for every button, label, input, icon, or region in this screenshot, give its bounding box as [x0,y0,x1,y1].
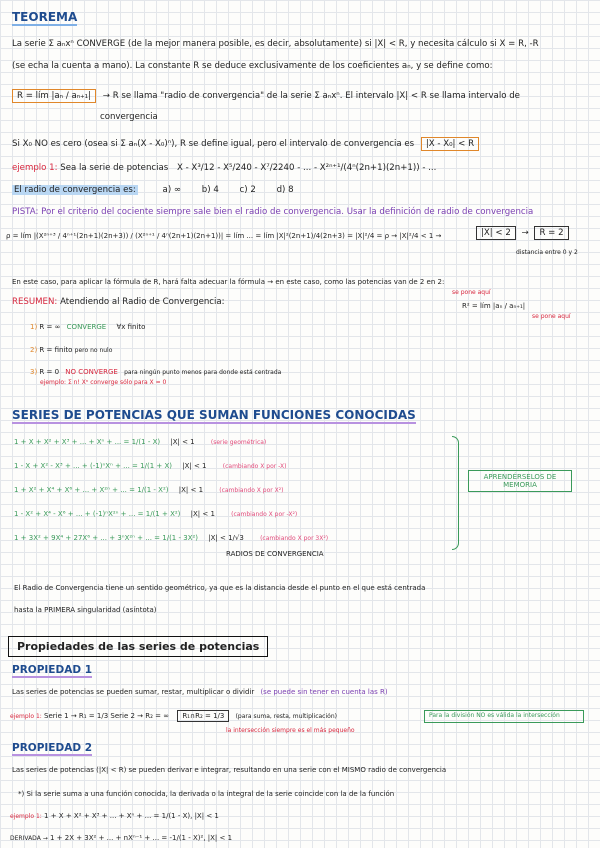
resumen-example: ejemplo: Σ n! Xⁿ converge sólo para X = 0 [40,379,167,386]
pista-text: PISTA: Por el criterio del cociente siempre sale bien el radio de convergencia. Usar la definición de radio de convergencia [12,207,534,217]
pista-results: |X| < 2 → R = 2 [476,229,569,239]
prop1-note: (se puede sin tener en cuenta las R) [260,688,388,696]
option-a: a) ∞ [162,185,182,195]
resumen-item-2 [30,346,112,355]
radius-formula: R = lím |aₙ / aₙ₊₁| [12,89,96,103]
resumen-item-cond: R = finito [39,346,73,354]
series-note: (cambiando X por -X²) [231,511,298,518]
resumen-item-extra: ∀x finito [116,323,146,331]
pista-result2: R = 2 [534,226,568,240]
series-note: (cambiando X por 3X²) [260,535,329,542]
ejemplo1-series: X - X³/12 - X⁵/240 - X⁷/2240 - ... - X²ⁿ⁺¹/(4ⁿ(2n+1)(2n+1)) - ... [176,163,437,173]
props-title: Propiedades de las series de potencias [8,636,268,657]
prop2-derivada-row [10,834,232,843]
prop1-example: Serie 1 → R₁ = 1/3 Serie 2 → R₂ = ∞ [44,712,170,720]
case-formula: R² = lím |aₙ / aₙ₊₁| [462,302,526,310]
series-expr: 1 + X + X² + X³ + ... + Xⁿ + ... = 1/(1 - X) [14,438,161,446]
prop1-intersection: la intersección siempre es el más pequeño [226,727,355,734]
series-title: SERIES DE POTENCIAS QUE SUMAN FUNCIONES CONOCIDAS [12,408,416,422]
resumen-item-result: NO CONVERGE [65,368,118,376]
series-row-3 [14,486,284,495]
prop2-example-row [10,812,219,821]
resumen-item-num: 1) [30,323,38,331]
prop2-example-label: ejemplo 1: [10,813,42,820]
geo-line2: hasta la PRIMERA singularidad (asíntota) [14,606,157,614]
pista-computation: ρ = lím |(X²ⁿ⁺³ / 4ⁿ⁺¹(2n+1)(2n+3)) / (X²ⁿ⁺¹ / 4ⁿ(2n+1)(2n+1))| = lím ... = lím |X|²(2n+1)/4(2n+3) = |X|²/4 = ρ → |X|²/4 < 1 → [6,232,442,240]
prop2-derivada-label: DERIVADA → [10,835,48,842]
prop2-example: 1 + X + X² + X³ + ... + Xⁿ + ... = 1/(1 - X), |X| < 1 [44,812,219,820]
ejemplo1-row [12,164,436,174]
series-row-5 [14,534,328,543]
series-expr: 1 + 3X² + 9X⁴ + 27X⁶ + ... + 3ⁿX²ⁿ + ... = 1/(1 - 3X²) [14,534,199,542]
x0-interval: |X - X₀| < R [421,137,479,151]
series-note: (cambiando X por -X) [222,463,287,470]
resumen-item-3 [30,368,281,377]
radios-label: RADIOS DE CONVERGENCIA [226,550,324,558]
teorema-line1: La serie Σ aₙxⁿ CONVERGE (de la mejor manera posible, es decir, absolutamente) si |X| < R, y necesita cálculo si X = R, -R [12,39,539,49]
teorema-title: TEOREMA [12,10,78,24]
geo-line1: El Radio de Convergencia tiene un sentido geométrico, ya que es la distancia desde el punto en el que está centrada [14,584,426,592]
series-cond: |X| < 1/√3 [208,534,244,542]
prop1-text: Las series de potencias se pueden sumar, restar, multiplicar o dividir [12,688,255,696]
resumen-item-num: 2) [30,346,38,354]
option-c: c) 2 [239,185,256,195]
prop2-title: PROPIEDAD 2 [12,742,93,754]
option-b: b) 4 [201,185,219,195]
series-row-4 [14,510,297,519]
radius-formula-row [12,92,520,102]
resumen-item-extra: para ningún punto menos para donde está centrada [124,369,282,376]
resumen-row [12,298,225,308]
series-row-1 [14,438,266,447]
case-note-bottom: se pone aquí [532,313,571,320]
prop1-example-label: ejemplo 1: [10,713,42,720]
ejemplo1-label: ejemplo 1: [12,163,58,173]
resumen-item-num: 3) [30,368,38,376]
pista-result1: |X| < 2 [476,226,516,240]
series-row-2 [14,462,286,471]
case-line: En este caso, para aplicar la fórmula de R, hará falta adecuar la fórmula → en este caso, como las potencias van de 2 en 2: [12,278,445,286]
prop2-sub: *) Si la serie suma a una función conocida, la derivada o la integral de la serie coincide con la de la función [18,790,395,798]
resumen-text: Atendiendo al Radio de Convergencia: [60,297,225,307]
series-cond: |X| < 1 [190,510,215,518]
resumen-item-result: CONVERGE [66,323,107,331]
prop1-example-row [10,712,337,721]
prop2-text: Las series de potencias (|X| < R) se pueden derivar e integrar, resultando en una serie con el MISMO radio de convergencia [12,766,447,774]
series-cond: |X| < 1 [178,486,204,494]
ejemplo1-question-row [12,186,294,196]
series-note: (serie geométrica) [210,439,267,446]
prop1-title: PROPIEDAD 1 [12,664,93,676]
memorize-note: APRENDÉRSELOS DE MEMORIA [468,470,572,492]
memorize-brace [452,436,459,550]
resumen-item-cond: R = 0 [39,368,60,376]
series-expr: 1 + X² + X⁴ + X⁶ + ... + X²ⁿ + ... = 1/(1 - X²) [14,486,169,494]
resumen-label: RESUMEN: [12,297,58,307]
x0-text: Si X₀ NO es cero (osea si Σ aₙ(X - X₀)ⁿ), R se define igual, pero el intervalo de convergencia es [12,139,415,149]
prop2-derivada: 1 + 2X + 3X² + ... + nXⁿ⁻¹ + ... = -1/(1 - X)², |X| < 1 [49,834,233,842]
option-d: d) 8 [276,185,294,195]
teorema-line2: (se echa la cuenta a mano). La constante R se deduce exclusivamente de los coeficientes aₙ, y se define como: [12,61,493,71]
radius-text-cont: convergencia [100,112,158,122]
series-expr: 1 - X + X² - X³ + ... + (-1)ⁿXⁿ + ... = 1/(1 + X) [14,462,172,470]
x0-row [12,140,479,150]
ejemplo1-text: Sea la serie de potencias [60,163,169,173]
series-cond: |X| < 1 [182,462,207,470]
resumen-item-extra: pero no nulo [74,347,113,354]
resumen-item-cond: R = ∞ [39,323,61,331]
series-note: (cambiando X por X²) [219,487,284,494]
prop1-result-box: R₁∩R₂ = 1/3 [177,710,229,722]
series-cond: |X| < 1 [170,438,195,446]
case-note-top: se pone aquí [452,289,491,296]
ejemplo1-question: El radio de convergencia es: [14,185,136,195]
pista-note: distancia entre 0 y 2 [516,249,578,256]
series-expr: 1 - X² + X⁴ - X⁶ + ... + (-1)ⁿX²ⁿ + ... = 1/(1 + X²) [14,510,181,518]
prop1-division-note: Para la división NO es válida la intersección [424,710,584,723]
resumen-item-1 [30,323,145,331]
prop1-row [12,688,388,696]
radius-text: → R se llama "radio de convergencia" de la serie Σ aₙxⁿ. El intervalo |X| < R se llama intervalo de [102,91,520,101]
prop1-result-note: (para suma, resta, multiplicación) [235,713,337,720]
